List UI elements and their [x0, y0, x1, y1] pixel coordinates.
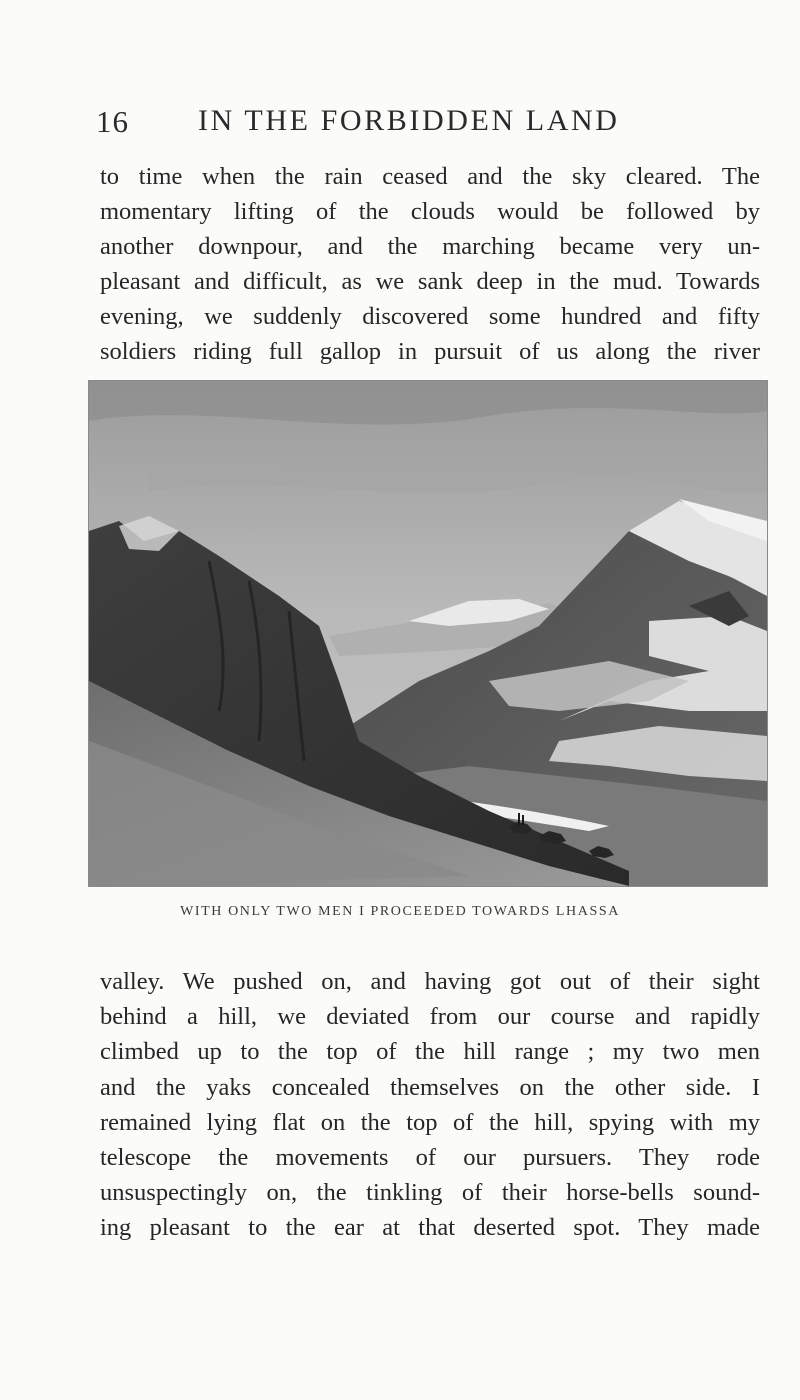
running-head: IN THE FORBIDDEN LAND	[198, 104, 620, 137]
text-line: momentary lifting of the clouds would be followed by	[100, 198, 760, 225]
text-line: valley. We pushed on, and having got out of their sight	[100, 968, 760, 995]
text-line: telescope the movements of our pursuers. They rode	[100, 1143, 760, 1171]
text-line: remained lying flat on the top of the hill, spying with my	[100, 1108, 760, 1136]
mountain-illustration	[88, 380, 768, 887]
text-line: pleasant and difficult, as we sank deep in the mud. Towards	[100, 268, 760, 295]
text-line: and the yaks concealed themselves on the other side. I	[100, 1073, 760, 1101]
text-line: behind a hill, we deviated from our course and rapidly	[100, 1003, 760, 1031]
text-line: climbed up to the top of the hill range ; my two men	[100, 1038, 760, 1066]
text-line: ing pleasant to the ear at that deserted spot. They made	[100, 1214, 760, 1242]
text-line: evening, we suddenly discovered some hundred and fifty	[100, 303, 760, 330]
body-text-bottom	[100, 964, 760, 1246]
text-line: another downpour, and the marching became very un-	[100, 233, 760, 260]
text-line: to time when the rain ceased and the sky cleared. The	[100, 163, 760, 190]
body-text-top	[100, 159, 760, 369]
page-number: 16	[96, 104, 129, 139]
text-line: soldiers riding full gallop in pursuit of us along the river	[100, 338, 760, 365]
illustration-caption: WITH ONLY TWO MEN I PROCEEDED TOWARDS LHASSA	[180, 904, 620, 919]
page-header	[0, 104, 800, 148]
text-line: unsuspectingly on, the tinkling of their horse-bells sound-	[100, 1179, 760, 1207]
